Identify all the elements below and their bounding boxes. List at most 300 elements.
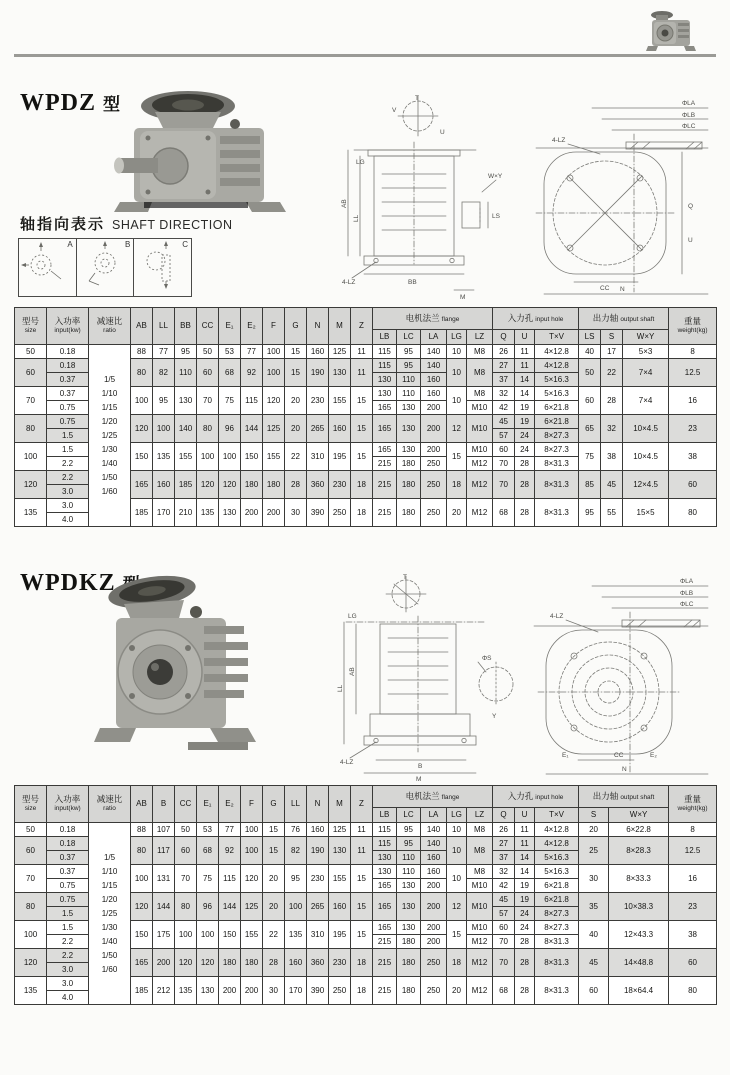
table-cell: 250: [421, 949, 447, 977]
table-cell: 165: [131, 949, 153, 977]
table-cell: 165: [373, 401, 397, 415]
table-cell: 200: [421, 401, 447, 415]
table-cell: 215: [373, 949, 397, 977]
table-cell: 180: [263, 471, 285, 499]
table-cell: 14×48.8: [609, 949, 669, 977]
column-header: T×V: [535, 808, 579, 823]
table-cell: 212: [153, 977, 175, 1005]
table-cell: 160: [421, 387, 447, 401]
table-cell: 125: [241, 893, 263, 921]
table-cell: 165: [373, 443, 397, 457]
table-cell: M10: [467, 893, 493, 921]
table-cell: 200: [421, 415, 447, 443]
table-cell: M8: [467, 345, 493, 359]
table-cell: 0.18: [47, 837, 89, 851]
table-cell: 100: [263, 359, 285, 387]
column-header: 型号 size: [15, 308, 47, 345]
direction-label-b: B: [125, 240, 131, 249]
table-cell: 10×38.3: [609, 893, 669, 921]
column-header: 入力孔 input hole: [493, 308, 579, 330]
table-cell: 215: [373, 457, 397, 471]
svg-text:W×Y: W×Y: [488, 173, 503, 180]
table-cell: 250: [421, 977, 447, 1005]
direction-label-c: C: [182, 240, 189, 249]
svg-text:ΦS: ΦS: [482, 655, 492, 662]
table-cell: 15: [447, 921, 467, 949]
table-cell: 120: [219, 471, 241, 499]
table-cell: 144: [219, 893, 241, 921]
table-cell: 115: [373, 837, 397, 851]
column-header: LC: [397, 330, 421, 345]
table-cell: 28: [515, 935, 535, 949]
table-cell: 230: [329, 949, 351, 977]
table-cell: 150: [219, 921, 241, 949]
svg-text:ΦLB: ΦLB: [680, 590, 694, 597]
column-header: 入功率 input(kw): [47, 308, 89, 345]
table-cell: M8: [467, 359, 493, 387]
table-cell: 12.5: [669, 837, 717, 865]
table-cell: 11: [351, 823, 373, 837]
column-header: 电机法兰 flange: [373, 786, 493, 808]
table-cell: 88: [131, 823, 153, 837]
table-cell: 70: [175, 865, 197, 893]
table-cell: 27: [493, 359, 515, 373]
column-header: 减速比 ratio: [89, 308, 131, 345]
table-cell: 140: [421, 837, 447, 851]
table-cell: 28: [263, 949, 285, 977]
shaft-direction-diagram: [18, 238, 192, 297]
header-divider: [14, 54, 716, 57]
table-cell: M12: [467, 977, 493, 1005]
svg-text:V: V: [392, 107, 397, 114]
column-header: G: [285, 308, 307, 345]
svg-text:LS: LS: [492, 213, 500, 220]
column-header: G: [263, 786, 285, 823]
table-cell: 4×12.8: [535, 837, 579, 851]
table-cell: 26: [493, 345, 515, 359]
table-cell: 82: [153, 359, 175, 387]
table-cell: 57: [493, 907, 515, 921]
table-cell: 20: [447, 499, 467, 527]
table-cell: 40: [579, 921, 609, 949]
table-cell: 32: [493, 865, 515, 879]
svg-text:B: B: [418, 763, 423, 770]
table-cell: 80: [669, 499, 717, 527]
table-cell: 0.75: [47, 879, 89, 893]
table-cell: 11: [351, 345, 373, 359]
table-cell: M12: [467, 499, 493, 527]
table-cell: 26: [493, 823, 515, 837]
svg-text:U: U: [688, 237, 693, 244]
table-cell: 60: [493, 921, 515, 935]
table-cell: 100: [131, 865, 153, 893]
table-cell: 6×21.8: [535, 401, 579, 415]
table-cell: 250: [329, 977, 351, 1005]
table-cell: 50: [15, 345, 47, 359]
table-cell: 115: [373, 823, 397, 837]
table-cell: 180: [241, 471, 263, 499]
table-cell: 215: [373, 499, 397, 527]
column-header: 型号 size: [15, 786, 47, 823]
table-cell: 16: [669, 387, 717, 415]
wpdz-spec-table-container: [14, 307, 717, 527]
direction-sketch-a-icon: [19, 239, 74, 293]
table-cell: 120: [131, 893, 153, 921]
table-cell: 200: [153, 949, 175, 977]
column-header: BB: [175, 308, 197, 345]
table-cell: 15: [263, 823, 285, 837]
table-cell: 11: [515, 359, 535, 373]
column-header: AB: [131, 786, 153, 823]
svg-text:T: T: [415, 95, 419, 102]
table-cell: M12: [467, 935, 493, 949]
table-cell: 110: [175, 359, 197, 387]
table-cell: 4×12.8: [535, 359, 579, 373]
table-cell: 70: [15, 387, 47, 415]
table-cell: 80: [669, 977, 717, 1005]
table-cell: 11: [515, 345, 535, 359]
table-cell: 165: [373, 415, 397, 443]
table-cell: 120: [175, 949, 197, 977]
table-cell: 80: [15, 415, 47, 443]
table-cell: 22: [601, 359, 623, 387]
table-cell: 95: [397, 359, 421, 373]
column-header: E₁: [219, 308, 241, 345]
table-cell: 8: [669, 345, 717, 359]
table-cell: 180: [397, 935, 421, 949]
wpdz-side-drawing: [522, 92, 718, 300]
svg-text:U: U: [440, 129, 445, 136]
table-cell: 8×27.3: [535, 429, 579, 443]
table-cell: 92: [241, 359, 263, 387]
table-cell: 30: [579, 865, 609, 893]
table-cell: 155: [329, 387, 351, 415]
table-cell: 200: [421, 443, 447, 457]
shaft-direction-heading: [20, 213, 233, 234]
column-header: F: [263, 308, 285, 345]
table-cell: 360: [307, 949, 329, 977]
table-cell: 60: [197, 359, 219, 387]
table-cell: 53: [197, 823, 219, 837]
table-cell: 20: [579, 823, 609, 837]
table-cell: 80: [175, 893, 197, 921]
table-cell: 100: [241, 837, 263, 865]
wpdz-table: [14, 307, 717, 527]
table-cell: 8×33.3: [609, 865, 669, 893]
table-cell: 50: [197, 345, 219, 359]
table-cell: M10: [467, 879, 493, 893]
table-cell: 8×27.3: [535, 921, 579, 935]
column-header: Z: [351, 786, 373, 823]
table-cell: 15: [285, 359, 307, 387]
column-header: 重量 weight(kg): [669, 308, 717, 345]
column-header: W×Y: [623, 330, 669, 345]
table-cell: 210: [175, 499, 197, 527]
table-cell: 180: [219, 949, 241, 977]
table-cell: 42: [493, 879, 515, 893]
table-cell: 5×16.3: [535, 851, 579, 865]
table-cell: 42: [493, 401, 515, 415]
table-cell: 19: [515, 415, 535, 429]
table-cell: 32: [601, 415, 623, 443]
table-cell: 18×64.4: [609, 977, 669, 1005]
shaft-direction-cell-b: [77, 239, 135, 296]
table-cell: 8: [669, 823, 717, 837]
table-cell: 130: [197, 977, 219, 1005]
table-cell: 68: [197, 837, 219, 865]
table-cell: 0.18: [47, 823, 89, 837]
table-cell: 60: [669, 471, 717, 499]
table-cell: 120: [263, 387, 285, 415]
table-cell: 110: [397, 851, 421, 865]
table-cell: 130: [397, 921, 421, 935]
table-cell: 7×4: [623, 359, 669, 387]
table-cell: M8: [467, 837, 493, 865]
table-cell: 200: [421, 893, 447, 921]
table-cell: 170: [153, 499, 175, 527]
table-cell: 135: [175, 977, 197, 1005]
table-cell: 95: [397, 837, 421, 851]
column-header: N: [307, 308, 329, 345]
table-cell: 1.5: [47, 907, 89, 921]
direction-sketch-c-icon: [134, 239, 189, 293]
column-header: E₂: [241, 308, 263, 345]
table-cell: 8×31.3: [535, 457, 579, 471]
svg-text:ΦLA: ΦLA: [682, 100, 696, 107]
table-cell: 45: [493, 893, 515, 907]
table-cell: 250: [421, 457, 447, 471]
table-cell: 3.0: [47, 485, 89, 499]
table-cell: 80: [197, 415, 219, 443]
table-cell: 135: [153, 443, 175, 471]
table-cell: 195: [329, 921, 351, 949]
table-cell: 160: [307, 823, 329, 837]
table-cell: 0.18: [47, 359, 89, 373]
column-header: AB: [131, 308, 153, 345]
svg-text:4-LZ: 4-LZ: [340, 759, 354, 766]
wpdkz-spec-table-container: [14, 785, 717, 1005]
table-cell: 115: [241, 387, 263, 415]
column-header: LL: [285, 786, 307, 823]
table-cell: 215: [373, 977, 397, 1005]
column-header: U: [515, 808, 535, 823]
svg-text:LL: LL: [337, 684, 344, 692]
table-cell: 180: [241, 949, 263, 977]
table-cell: 18: [447, 949, 467, 977]
table-cell: 96: [219, 415, 241, 443]
column-header: 出力轴 output shaft: [579, 308, 669, 330]
table-cell: 60: [15, 837, 47, 865]
table-cell: 77: [153, 345, 175, 359]
table-cell: 155: [175, 443, 197, 471]
table-cell: 215: [373, 471, 397, 499]
column-header: 电机法兰 flange: [373, 308, 493, 330]
table-cell: 50: [175, 823, 197, 837]
table-cell: 10: [447, 345, 467, 359]
table-cell: 28: [515, 977, 535, 1005]
table-cell: 8×31.3: [535, 935, 579, 949]
table-cell: 140: [175, 415, 197, 443]
gearbox-thumbnail-photo: [644, 8, 698, 54]
table-cell: 20: [447, 977, 467, 1005]
table-cell: 130: [329, 837, 351, 865]
table-cell: 18: [351, 977, 373, 1005]
table-cell: 5×3: [623, 345, 669, 359]
table-cell: 15: [351, 893, 373, 921]
table-cell: M8: [467, 865, 493, 879]
column-header: LA: [421, 808, 447, 823]
table-cell: 85: [579, 471, 601, 499]
section-title-latin: WPDZ: [20, 90, 96, 116]
table-cell: 10: [447, 387, 467, 415]
table-cell: 12.5: [669, 359, 717, 387]
table-cell: 190: [307, 359, 329, 387]
table-cell: 131: [153, 865, 175, 893]
table-cell: 165: [373, 893, 397, 921]
table-cell: 165: [131, 471, 153, 499]
table-cell: 14: [515, 387, 535, 401]
column-header: LB: [373, 808, 397, 823]
table-cell: 11: [515, 823, 535, 837]
svg-text:ΦLA: ΦLA: [680, 578, 694, 585]
table-cell: 120: [241, 865, 263, 893]
table-cell: 68: [219, 359, 241, 387]
table-cell: 165: [373, 921, 397, 935]
table-cell: 130: [373, 387, 397, 401]
table-cell: 60: [175, 837, 197, 865]
table-cell: 77: [241, 345, 263, 359]
table-cell: 23: [669, 893, 717, 921]
table-cell: 14: [515, 865, 535, 879]
table-cell: 95: [397, 823, 421, 837]
table-cell: 0.75: [47, 401, 89, 415]
table-cell: 310: [307, 443, 329, 471]
table-cell: 68: [493, 499, 515, 527]
column-header: S: [579, 808, 609, 823]
table-cell: 160: [329, 415, 351, 443]
table-cell: 15: [351, 415, 373, 443]
table-cell: M12: [467, 471, 493, 499]
table-cell: 100: [241, 823, 263, 837]
table-cell: 11: [351, 837, 373, 865]
table-cell: 15: [285, 345, 307, 359]
table-cell: 10: [447, 837, 467, 865]
table-cell: 10: [447, 359, 467, 387]
table-cell: 19: [515, 879, 535, 893]
table-cell: 24: [515, 921, 535, 935]
table-cell: 390: [307, 499, 329, 527]
table-cell: 150: [131, 921, 153, 949]
wpdz-front-drawing: [336, 92, 522, 300]
table-cell: 230: [307, 865, 329, 893]
table-cell: 82: [285, 837, 307, 865]
table-cell: 130: [397, 443, 421, 457]
table-cell: M10: [467, 415, 493, 443]
svg-text:M: M: [460, 294, 466, 300]
table-cell: 12×43.3: [609, 921, 669, 949]
svg-text:ΦLC: ΦLC: [682, 123, 696, 130]
table-cell: 250: [329, 499, 351, 527]
table-cell: 130: [175, 387, 197, 415]
table-cell: 88: [131, 345, 153, 359]
svg-text:M: M: [416, 776, 422, 782]
table-cell: 115: [373, 345, 397, 359]
table-cell: 200: [421, 935, 447, 949]
table-cell: 57: [493, 429, 515, 443]
table-cell: 15: [447, 443, 467, 471]
table-cell: 160: [285, 949, 307, 977]
table-cell: 390: [307, 977, 329, 1005]
table-cell: 10×4.5: [623, 415, 669, 443]
table-cell: 96: [197, 893, 219, 921]
table-cell: 110: [397, 373, 421, 387]
table-cell: 60: [493, 443, 515, 457]
column-header: F: [241, 786, 263, 823]
table-cell: 135: [15, 977, 47, 1005]
table-cell: 165: [373, 879, 397, 893]
table-cell: 28: [515, 949, 535, 977]
table-cell: 20: [285, 415, 307, 443]
column-header: N: [307, 786, 329, 823]
table-cell: 180: [397, 457, 421, 471]
column-header: S: [601, 330, 623, 345]
wpdkz-side-drawing: [522, 572, 718, 782]
table-cell: 265: [307, 893, 329, 921]
svg-text:AB: AB: [349, 667, 356, 676]
table-cell: 230: [329, 471, 351, 499]
table-row: [15, 823, 717, 837]
table-cell: M8: [467, 387, 493, 401]
table-cell: 125: [263, 415, 285, 443]
table-cell: 6×22.8: [609, 823, 669, 837]
table-row: [15, 345, 717, 359]
table-cell: 195: [329, 443, 351, 471]
table-cell: 8×27.3: [535, 907, 579, 921]
table-cell: 100: [153, 415, 175, 443]
shaft-direction-cell-c: [134, 239, 191, 296]
svg-text:ΦLB: ΦLB: [682, 112, 696, 119]
table-cell: 130: [397, 879, 421, 893]
table-cell: 120: [15, 471, 47, 499]
table-cell: 12: [447, 893, 467, 921]
column-header: E₁: [197, 786, 219, 823]
column-header: Q: [493, 330, 515, 345]
table-cell: 5×16.3: [535, 865, 579, 879]
wpdkz-front-drawing: [336, 572, 522, 782]
table-cell: 200: [241, 499, 263, 527]
table-cell: 53: [219, 345, 241, 359]
table-cell: 200: [421, 921, 447, 935]
table-cell: 27: [493, 837, 515, 851]
table-cell: 0.18: [47, 345, 89, 359]
table-cell: 70: [15, 865, 47, 893]
table-cell: 3.0: [47, 499, 89, 513]
table-cell: 95: [153, 387, 175, 415]
ratio-list-cell: 1/5 1/10 1/15 1/20 1/25 1/30 1/40 1/50 1/60: [89, 345, 131, 527]
table-cell: 92: [219, 837, 241, 865]
table-cell: 130: [373, 865, 397, 879]
table-cell: 25: [579, 837, 609, 865]
column-header: CC: [175, 786, 197, 823]
table-cell: 30: [263, 977, 285, 1005]
table-cell: 70: [493, 935, 515, 949]
table-cell: 18: [351, 499, 373, 527]
table-cell: 80: [131, 837, 153, 865]
table-cell: 360: [307, 471, 329, 499]
wpdkz-product-photo: [92, 560, 257, 760]
table-cell: 140: [421, 359, 447, 373]
column-header: E₂: [219, 786, 241, 823]
